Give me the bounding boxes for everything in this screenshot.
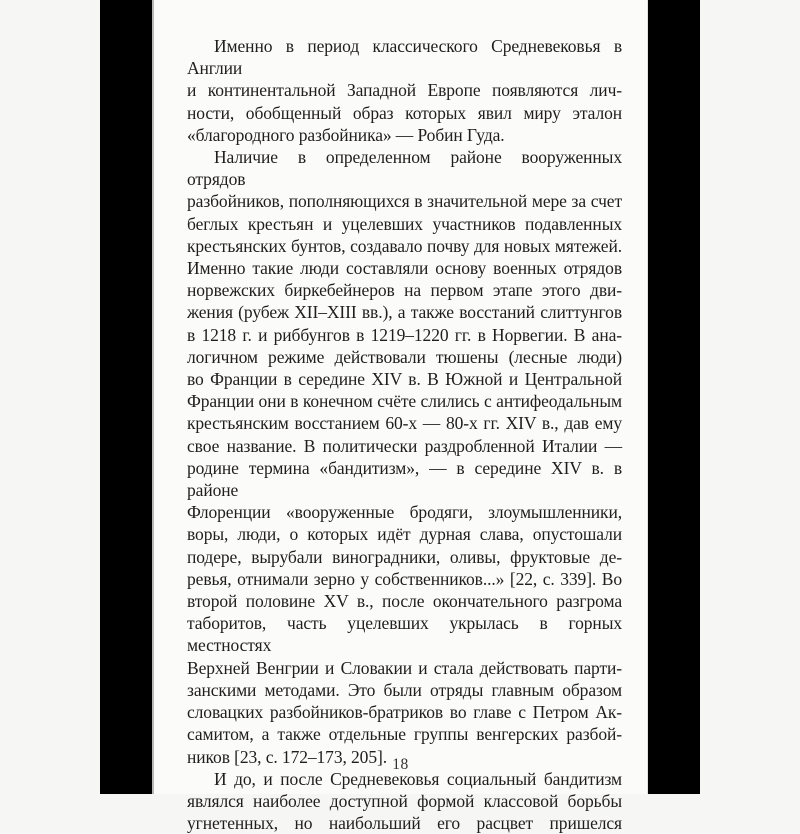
text-line: беглых крестьян и уцелевших участников подавленных	[187, 213, 622, 234]
text-line: второй половине XV в., после окончательного разгрома	[187, 591, 622, 612]
text-line: ности, обобщенный образ которых явил миру эталон	[187, 102, 622, 123]
text-line: словацких разбойников-братриков во главе с Петром Ак-	[187, 702, 622, 723]
text-line: разбойников, пополняющихся в значительной мере за счет	[187, 191, 622, 212]
book-page	[152, 0, 648, 834]
text-line: Франции они в конечном счёте слились с антифеодальным	[187, 391, 622, 412]
paragraph	[187, 35, 622, 146]
paragraph	[187, 768, 622, 834]
text-line: норвежских биркебейнеров на первом этапе этого дви-	[187, 280, 622, 301]
text-line: крестьянским восстанием 60-х — 80-х гг. XIV в., дав ему	[187, 413, 622, 434]
text-line: и континентальной Западной Европе появляются лич-	[187, 80, 622, 101]
text-line: Именно в период классического Средневековья в Англии	[187, 36, 622, 79]
text-line: во Франции в середине XIV в. В Южной и Центральной	[187, 369, 622, 390]
text-line: угнетенных, но наибольший его расцвет пришелся	[187, 813, 622, 834]
text-line: логичном режиме действовали тюшены (лесные люди)	[187, 346, 622, 367]
text-line: И до, и после Средневековья социальный бандитизм	[214, 768, 622, 789]
right-black-band	[648, 0, 700, 794]
text-line: в 1218 г. и риббунгов в 1219–1220 гг. в Норвегии. В ана-	[187, 324, 622, 345]
text-line: самитом, а также отдельные группы венгерских разбой-	[187, 724, 622, 745]
page-number: 18	[392, 756, 409, 773]
left-black-band	[100, 0, 152, 794]
text-line: Наличие в определенном районе вооруженных отрядов	[187, 147, 622, 190]
text-line: таборитов, часть уцелевших укрылась в горных местностях	[187, 613, 622, 656]
text-line: Верхней Венгрии и Словакии и стала действовать парти-	[187, 657, 622, 678]
text-line: крестьянских бунтов, создавало почву для новых мятежей.	[187, 235, 622, 256]
text-line: являлся наиболее доступной формой классовой борьбы	[187, 790, 622, 811]
text-line: ников [23, с. 172–173, 205].	[187, 746, 387, 767]
text-line: Флоренции «вооруженные бродяги, злоумышленники,	[187, 502, 622, 523]
text-line: Именно такие люди составляли основу военных отрядов	[187, 258, 622, 279]
text-column	[187, 35, 622, 834]
text-line: занскими методами. Это были отряды главным образом	[187, 679, 622, 700]
text-line: жения (рубеж XII–XIII вв.), а также восстаний слиттунгов	[187, 302, 622, 323]
text-line: свое название. В политически раздробленной Италии —	[187, 435, 622, 456]
text-line: ревья, отнимали зерно у собственников...» [22, с. 339]. Во	[187, 568, 622, 589]
text-line: «благородного разбойника» — Робин Гуда.	[187, 124, 505, 145]
text-line: родине термина «бандитизм», — в середине XIV в. в районе	[187, 457, 622, 501]
text-line: воры, люди, о которых идёт дурная слава, опустошали	[187, 524, 622, 545]
text-line: подере, вырубали виноградники, оливы, фруктовые де-	[187, 546, 622, 567]
paragraph	[187, 146, 622, 768]
